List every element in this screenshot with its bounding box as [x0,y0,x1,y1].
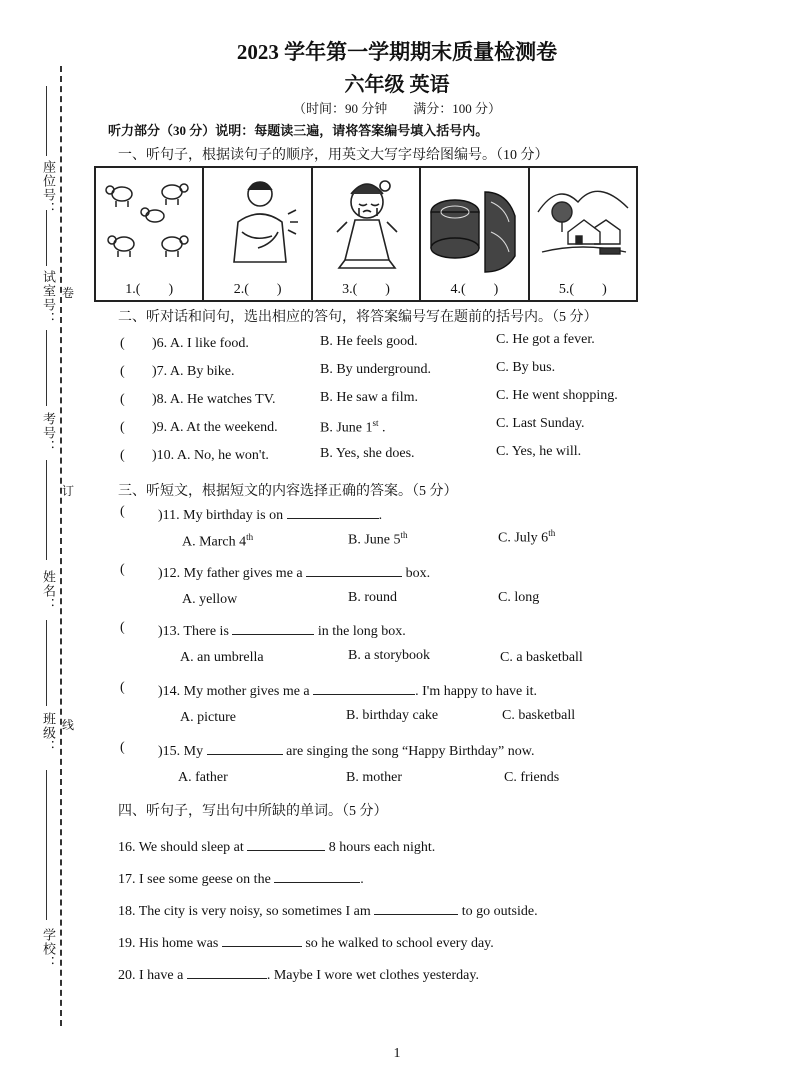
section4-heading: 四、听句子，写出句中所缺的单词。（5 分） [118,804,388,819]
q7-option-c: C. By bus. [496,360,556,375]
picture-2-answer[interactable]: 2.( ) [233,282,282,297]
q15-blank[interactable] [207,740,283,755]
q13-option-b: B. a storybook [348,648,431,663]
q8-paren[interactable]: ( [120,392,125,407]
q12-option-c: C. long [498,590,540,605]
q11-option-a: A. March 4th [182,532,254,550]
q15-option-b: B. mother [346,770,402,785]
q15-option-c: C. friends [504,770,560,785]
q12-option-a: A. yellow [182,592,238,607]
section3-heading: 三、听短文，根据短文的内容选择正确的答案。（5 分） [118,484,458,499]
school-label: 学校： [40,928,55,970]
q6-option-c: C. He got a fever. [496,332,595,347]
q14-blank[interactable] [313,680,415,695]
school-line[interactable] [46,770,47,920]
q10-option-c: C. Yes, he will. [496,444,582,459]
q8-option-b: B. He saw a film. [320,390,418,405]
q16-blank[interactable] [247,836,325,851]
exam-title: 2023 学年第一学期期末质量检测卷 [236,40,558,64]
picture-cell-2 [204,168,312,300]
q20-blank[interactable] [187,964,267,979]
picture-cell-1 [96,168,204,300]
q15-option-a: A. father [178,770,228,785]
q13-paren[interactable]: ( [120,620,125,635]
section2-heading: 二、听对话和问句，选出相应的答句，将答案编号写在题前的括号内。（5 分） [118,310,598,325]
page-number: 1 [393,1046,401,1061]
q13-option-c: C. a basketball [500,650,583,665]
q11-blank[interactable] [287,504,379,519]
q7-option-b: B. By underground. [320,362,431,377]
village-icon [534,172,634,276]
exam-number-label: 考号： [40,412,55,454]
exam-time-score: （时间：90 分钟 满分：100 分） [292,101,501,116]
q8-option-a: )8. A. He watches TV. [152,392,276,407]
q11-stem: )11. My birthday is on . [158,504,382,524]
q9-option-c: C. Last Sunday. [496,416,585,431]
picture-strip [94,166,638,302]
name-line[interactable] [46,460,47,560]
q6-option-a: )6. A. I like food. [152,336,249,351]
sick-boy-icon [208,172,308,276]
q19-blank[interactable] [222,932,302,947]
name-label: 姓名： [40,570,55,612]
picture-cell-3 [313,168,421,300]
sheep-icon [100,172,200,272]
q9-option-b: B. June 1st . [320,418,386,436]
q12-stem: )12. My father gives me a box. [158,562,430,582]
room-number-line[interactable] [46,210,47,266]
q11-option-c: C. July 6th [498,528,556,546]
q14-option-a: A. picture [180,710,236,725]
room-number-label: 试室号： [40,270,55,326]
q12-blank[interactable] [306,562,402,577]
q8-option-c: C. He went shopping. [496,388,618,403]
picture-4-answer[interactable]: 4.( ) [450,282,499,297]
exam-subtitle: 六年级 英语 [344,74,450,96]
q15-stem: )15. My are singing the song “Happy Birthday” now. [158,740,534,760]
section1-heading: 一、听句子，根据读句子的顺序，用英文大写字母给图编号。（10 分） [118,148,549,163]
crying-girl-icon [317,172,417,276]
picture-3-answer[interactable]: 3.( ) [342,282,390,297]
q13-stem: )13. There is in the long box. [158,620,406,640]
q16-sentence: 16. We should sleep at 8 hours each night. [118,836,435,856]
picture-5-answer[interactable]: 5.( ) [558,282,607,297]
q14-stem: )14. My mother gives me a . I'm happy to have it. [158,680,537,700]
q15-paren[interactable]: ( [120,740,125,755]
seal-mark-juan: 卷 [62,286,75,300]
q14-option-c: C. basketball [502,708,576,723]
picture-1-answer[interactable]: 1.( ) [125,282,174,297]
q14-option-b: B. birthday cake [346,708,439,723]
q17-sentence: 17. I see some geese on the . [118,868,364,888]
class-label: 班级： [40,712,55,754]
q7-option-a: )7. A. By bike. [152,364,235,379]
picture-cell-5 [530,168,636,300]
seat-number-label: 座位号： [40,160,55,216]
q9-paren[interactable]: ( [120,420,125,435]
q20-sentence: 20. I have a . Maybe I wore wet clothes yesterday. [118,964,479,984]
q13-option-a: A. an umbrella [180,650,264,665]
q6-paren[interactable]: ( [120,336,125,351]
q10-paren[interactable]: ( [120,448,125,463]
q12-paren[interactable]: ( [120,562,125,577]
q18-blank[interactable] [374,900,458,915]
q9-option-a: )9. A. At the weekend. [152,420,278,435]
q10-option-a: )10. A. No, he won't. [152,448,269,463]
q7-paren[interactable]: ( [120,364,125,379]
class-line[interactable] [46,620,47,706]
q10-option-b: B. Yes, she does. [320,446,415,461]
mooncake-icon [425,172,525,276]
binding-dashed-line [60,66,62,1026]
q13-blank[interactable] [232,620,314,635]
q11-paren[interactable]: ( [120,504,125,519]
q14-paren[interactable]: ( [120,680,125,695]
seal-mark-xian: 线 [62,718,75,732]
q19-sentence: 19. His home was so he walked to school every day. [118,932,494,952]
exam-number-line[interactable] [46,330,47,406]
picture-cell-4 [421,168,529,300]
q11-option-b: B. June 5th [348,530,408,548]
seal-mark-ding: 订 [62,484,75,498]
q12-option-b: B. round [348,590,397,605]
q17-blank[interactable] [274,868,360,883]
q18-sentence: 18. The city is very noisy, so sometimes I am to go outside. [118,900,538,920]
q6-option-b: B. He feels good. [320,334,418,349]
listening-instructions: 听力部分（30 分）说明：每题读三遍，请将答案编号填入括号内。 [108,123,489,138]
